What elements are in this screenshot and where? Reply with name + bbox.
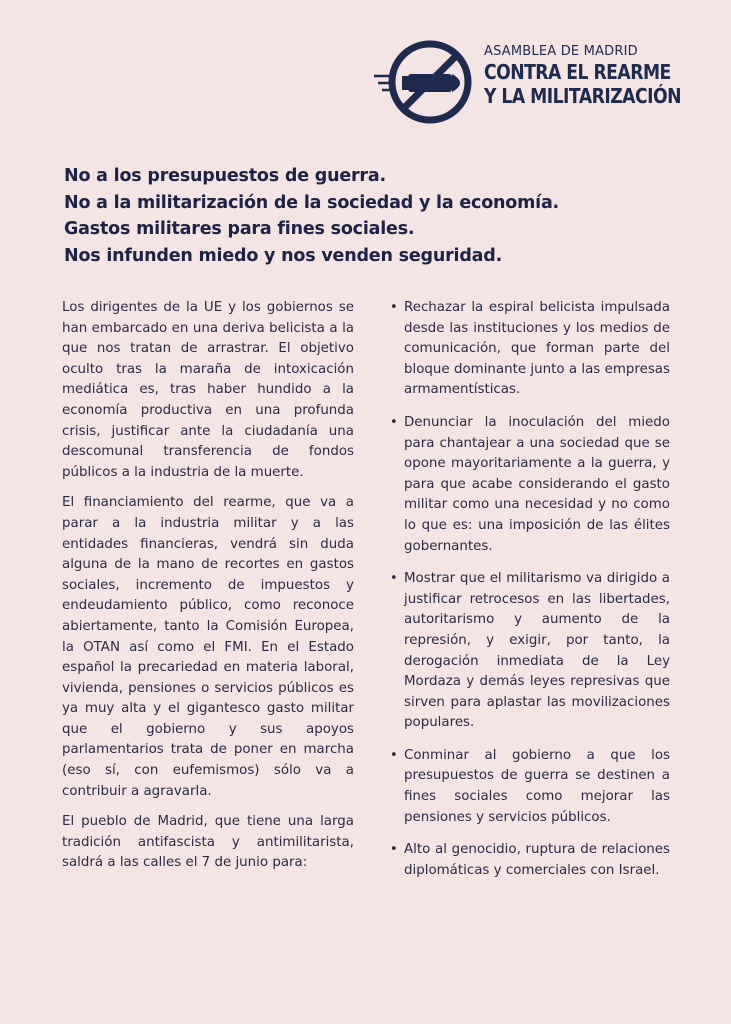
logo-title-line1: CONTRA EL REARME (484, 60, 671, 84)
list-item-text: Mostrar que el militarismo va dirigido a justificar retrocesos en las libertades, autoritarismo y aumento de la represión, y exigir, por tanto, la derogación inmediata de la Ley Mordaza y demás leyes represivas que sirven para aplastar las movilizaciones populares. (404, 571, 670, 731)
list-item-text: Alto al genocidio, ruptura de relaciones diplomáticas y comerciales con Israel. (404, 842, 670, 878)
no-weapons-icon (372, 38, 476, 130)
slogan: Gastos militares para fines sociales. (64, 219, 415, 239)
list-item-text: Conminar al gobierno a que los presupuestos de guerra se destinen a fines sociales como mejorar las pensiones y servicios públicos. (404, 747, 670, 825)
bullet-icon: • (390, 414, 398, 430)
paragraph: Los dirigentes de la UE y los gobiernos se han embarcado en una deriva belicista a la que nos tratan de arrastrar. El objetivo oculto tras la maraña de intoxicación mediática es, tras haber hundido a la economía productiva en una profunda crisis, justificar ante la ciudadanía una descomunal transferencia de fondos públicos a la industria de la muerte. (62, 300, 354, 480)
list-item-text: Rechazar la espiral belicista impulsada desde las instituciones y los medios de comunicación, que forman parte del bloque dominante junto a las empresas armamentísticas. (404, 300, 670, 398)
paragraph: El financiamiento del rearme, que va a parar a la industria militar y a las entidades financieras, vendrá sin duda alguna de la mano de recortes en gastos sociales, incremento de impuestos y endeudamiento público, como reconoce abiertamente, tanto la Comisión Europea, la OTAN así como el FMI. En el Estado español la precariedad en materia laboral, vivienda, pensiones o servicios públicos es ya muy alta y el gigantesco gasto militar que el gobierno y sus apoyos parlamentarios trata de poner en marcha (eso sí, con eufemismos) sólo va a contribuir a agravarla. (62, 495, 354, 799)
list-item (390, 298, 670, 401)
logo-org-name: ASAMBLEA DE MADRID (484, 44, 638, 59)
bullet-icon: • (390, 842, 398, 858)
list-item (390, 413, 670, 557)
left-column (62, 298, 354, 884)
list-item (390, 569, 670, 734)
slogan: No a los presupuestos de guerra. (64, 166, 386, 186)
bullet-icon: • (390, 747, 398, 763)
paragraph: El pueblo de Madrid, que tiene una larga tradición antifascista y antimilitarista, saldrá a las calles el 7 de junio para: (62, 814, 354, 871)
bullet-icon: • (390, 571, 398, 587)
slogan: Nos infunden miedo y nos venden seguridad. (64, 245, 503, 266)
list-item-text: Denunciar la inoculación del miedo para chantajear a una sociedad que se opone mayoritariamente a la guerra, y para que acabe considerando el gasto militar como una necesidad y no como lo que es: una imposición de las élites gobernantes. (404, 414, 670, 554)
slogan: No a la militarización de la sociedad y la economía. (64, 192, 559, 213)
bullet-icon: • (390, 300, 398, 315)
list-item (390, 746, 670, 828)
list-item (390, 840, 670, 881)
right-column (390, 298, 670, 893)
logo-title-line2: Y LA MILITARIZACIÓN (484, 84, 681, 108)
slogans (64, 163, 684, 269)
logo (372, 34, 712, 130)
